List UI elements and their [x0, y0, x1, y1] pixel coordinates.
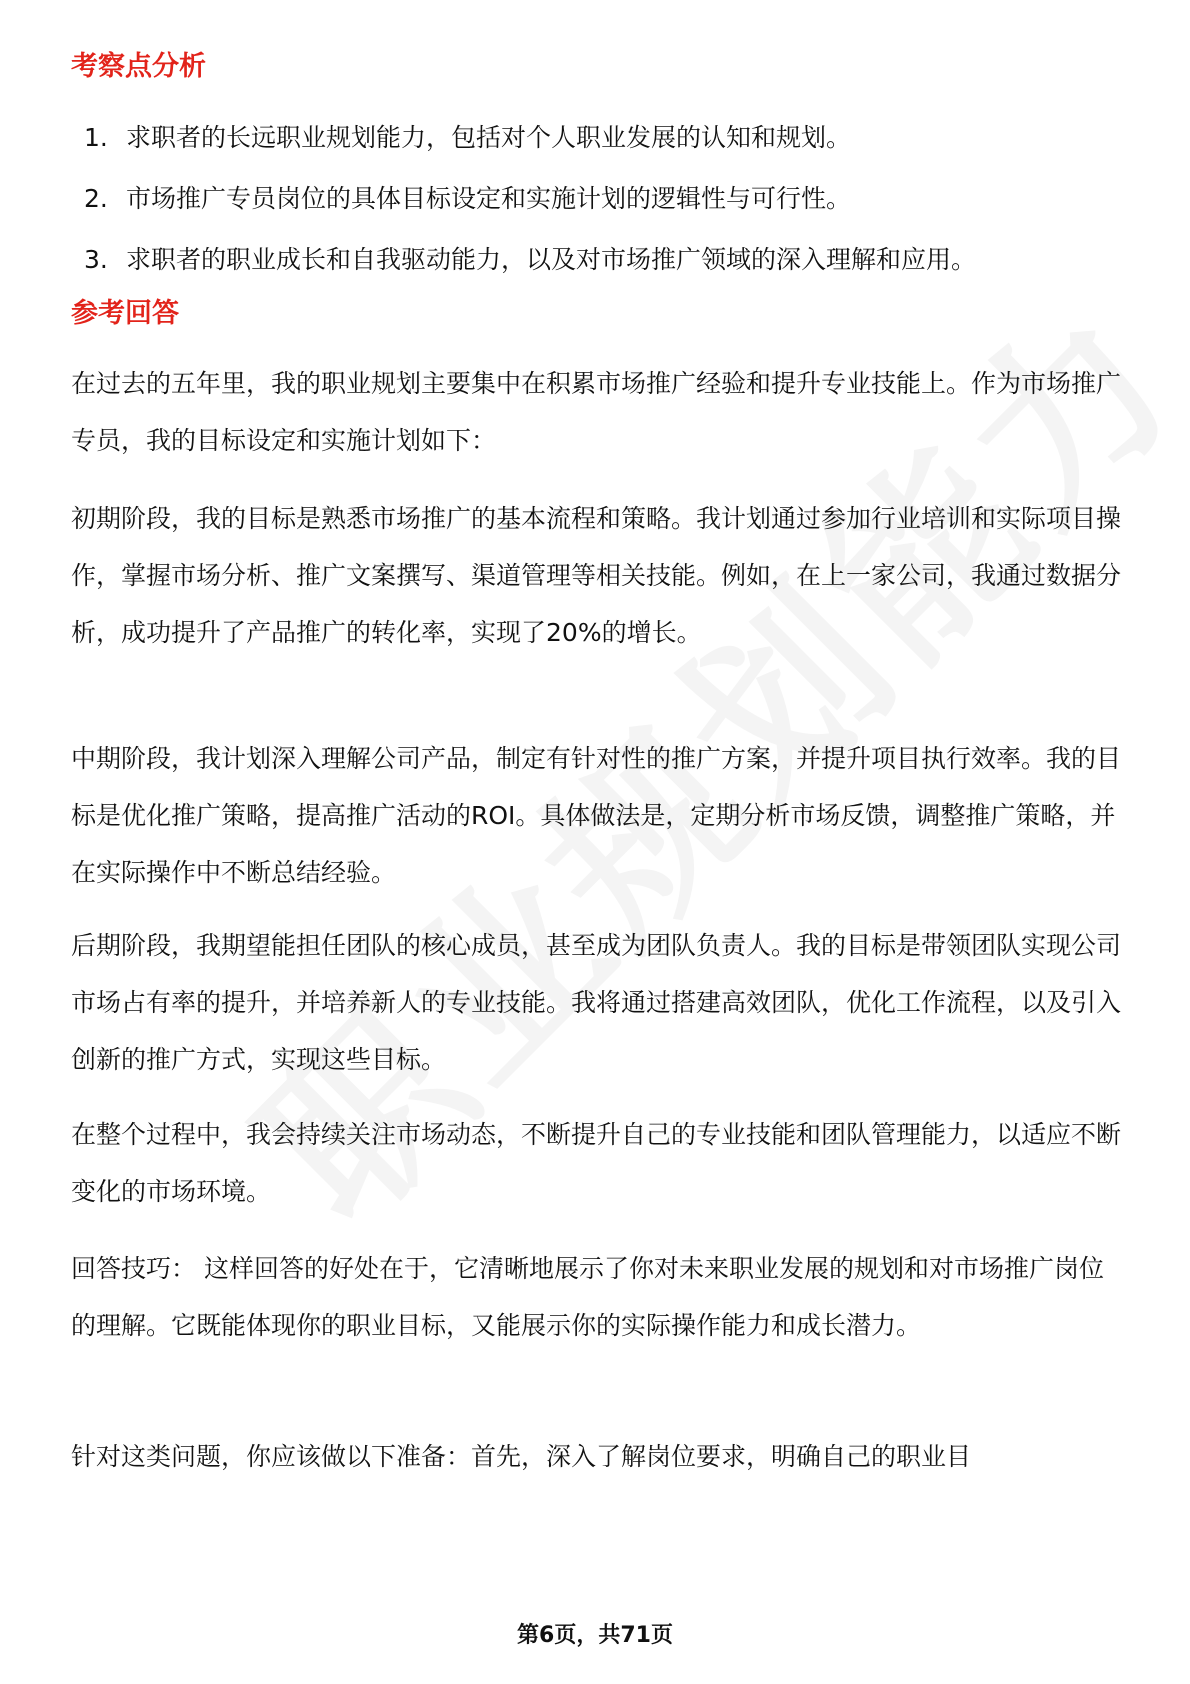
- list-item-text: 市场推广专员岗位的具体目标设定和实施计划的逻辑性与可行性。: [126, 184, 852, 213]
- answer-paragraph-late: 后期阶段，我期望能担任团队的核心成员，甚至成为团队负责人。我的目标是带领团队实现公司市场占有率的提升，并培养新人的专业技能。我将通过搭建高效团队，优化工作流程，以及引入创新的推广方式，实现这些目标。: [71, 931, 1122, 1074]
- answer-paragraph-overall: 在整个过程中，我会持续关注市场动态，不断提升自己的专业技能和团队管理能力，以适应不断变化的市场环境。: [71, 1120, 1122, 1206]
- list-item: [84, 242, 1124, 278]
- analysis-list: [84, 120, 1124, 303]
- section-title-analysis: 考察点分析: [71, 51, 206, 82]
- list-item-text: 求职者的长远职业规划能力，包括对个人职业发展的认知和规划。: [126, 123, 852, 152]
- list-item: [84, 181, 1124, 217]
- page-number: 第6页，共71页: [517, 1623, 673, 1648]
- list-item-number: 1.: [84, 123, 108, 152]
- list-item-text: 求职者的职业成长和自我驱动能力，以及对市场推广领域的深入理解和应用。: [126, 245, 977, 274]
- list-item-number: 2.: [84, 184, 108, 213]
- list-item-number: 3.: [84, 245, 108, 274]
- list-item: [84, 120, 1124, 156]
- preparation-paragraph: 针对这类问题，你应该做以下准备：首先，深入了解岗位要求，明确自己的职业目: [71, 1442, 972, 1471]
- section-title-answer: 参考回答: [71, 298, 179, 329]
- answer-paragraph-middle: 中期阶段，我计划深入理解公司产品，制定有针对性的推广方案，并提升项目执行效率。我的目标是优化推广策略，提高推广活动的ROI。具体做法是，定期分析市场反馈，调整推广策略，并在实际操作中不断总结经验。: [71, 744, 1122, 887]
- answer-tips-paragraph: 回答技巧： 这样回答的好处在于，它清晰地展示了你对未来职业发展的规划和对市场推广岗位的理解。它既能体现你的职业目标，又能展示你的实际操作能力和成长潜力。: [71, 1254, 1104, 1340]
- answer-paragraph-early: 初期阶段，我的目标是熟悉市场推广的基本流程和策略。我计划通过参加行业培训和实际项目操作，掌握市场分析、推广文案撰写、渠道管理等相关技能。例如，在上一家公司，我通过数据分析，成功提升了产品推广的转化率，实现了20%的增长。: [71, 504, 1122, 647]
- answer-paragraph-intro: 在过去的五年里，我的职业规划主要集中在积累市场推广经验和提升专业技能上。作为市场推广专员，我的目标设定和实施计划如下：: [71, 369, 1122, 455]
